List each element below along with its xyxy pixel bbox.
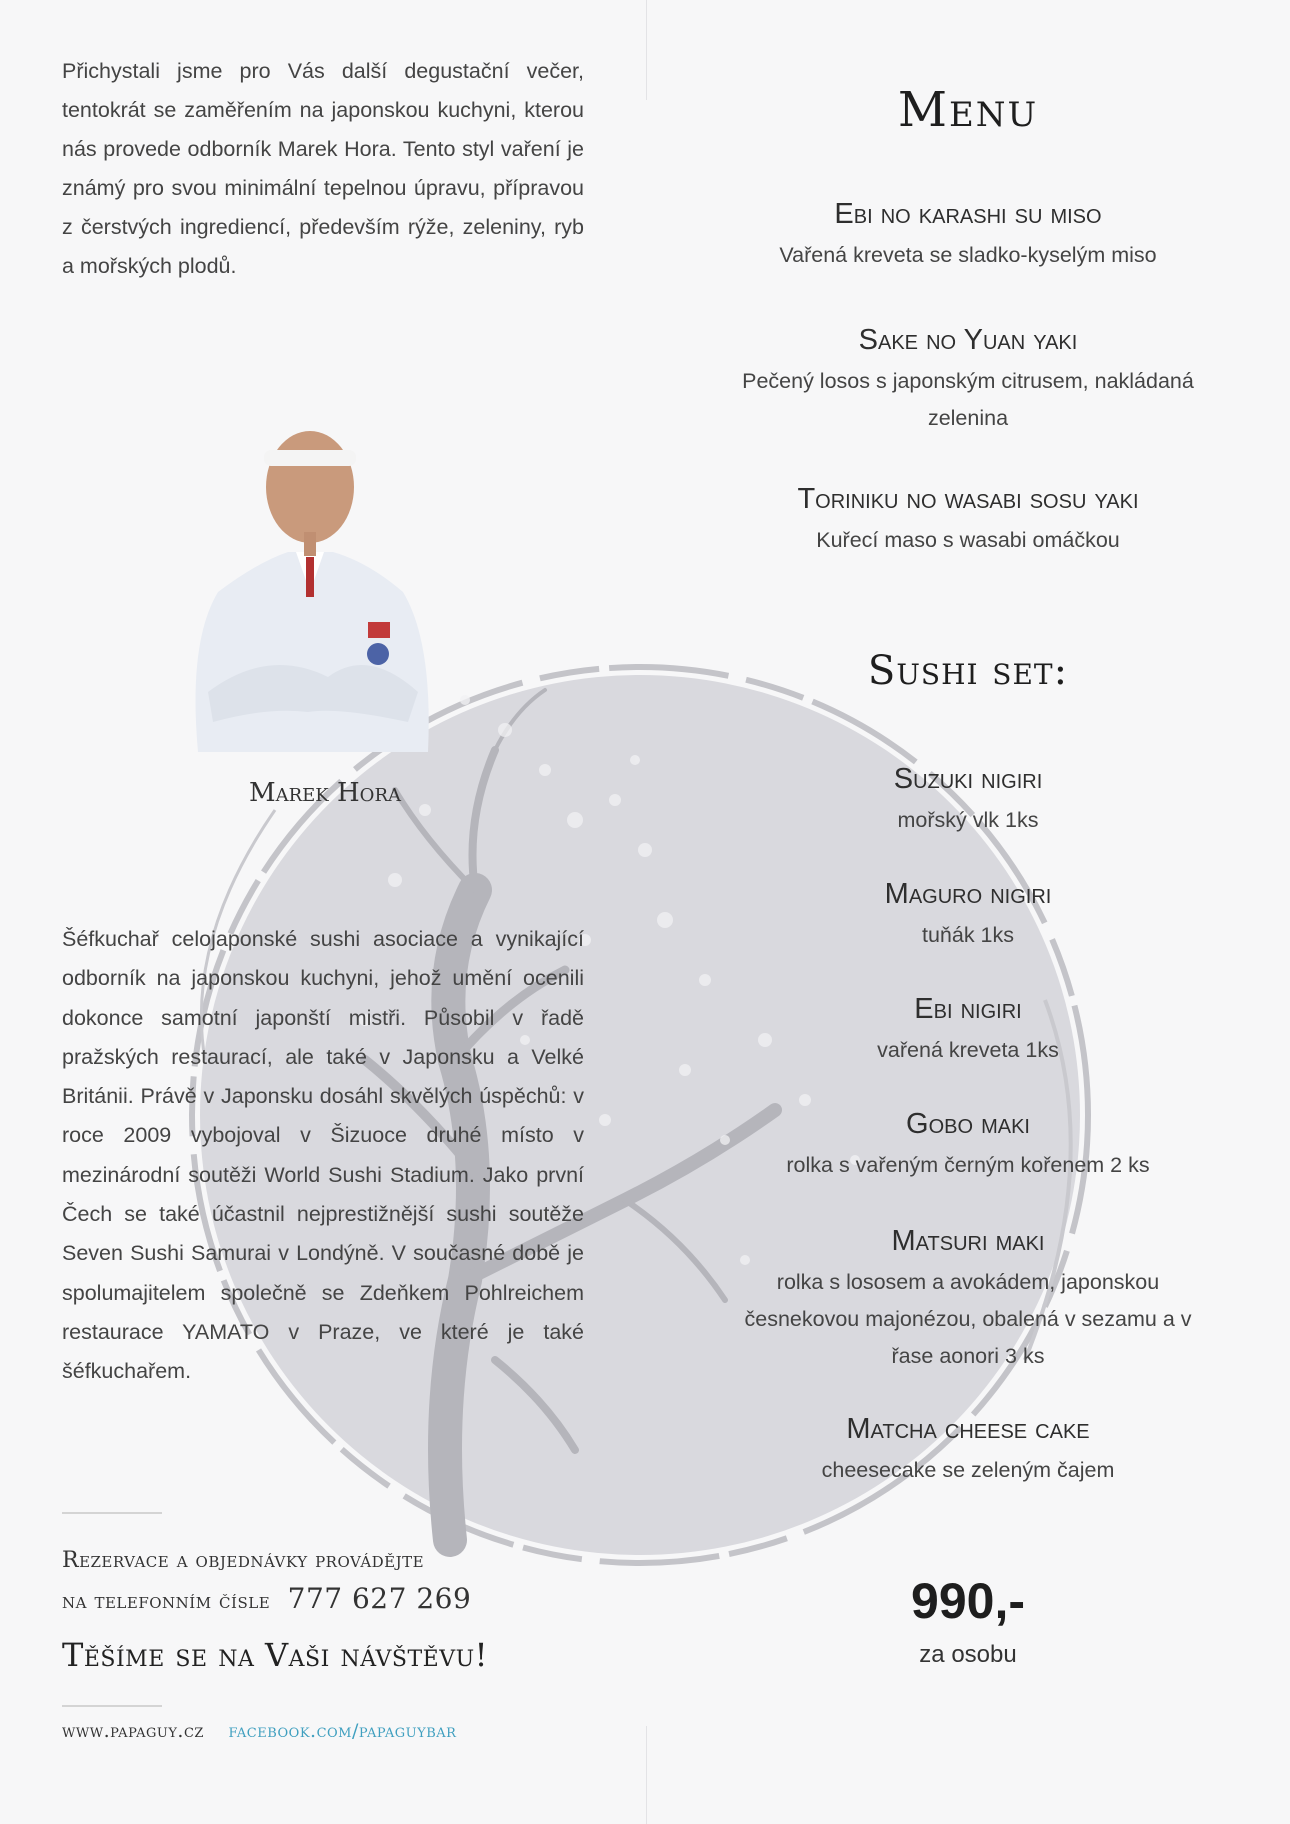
bottom-divider-line xyxy=(646,1726,647,1824)
top-divider-line xyxy=(646,0,647,100)
price-amount: 990,- xyxy=(911,1573,1025,1629)
facebook-link[interactable]: facebook.com/papaguybar xyxy=(228,1720,457,1742)
short-rule-bottom xyxy=(62,1705,162,1707)
sushi-item xyxy=(700,878,1236,954)
sushi-item-desc: rolka s lososem a avokádem, japonskou česnekovou majonézou, obalená v sezamu a v řase aonori 3 ks xyxy=(744,1270,1192,1368)
sushi-item-name: Maguro nigiri xyxy=(884,878,1052,910)
reservation-line1: Rezervace a objednávky provádějte xyxy=(62,1548,425,1573)
sushi-item-name: Gobo maki xyxy=(906,1108,1030,1140)
website-link[interactable]: www.papaguy.cz xyxy=(62,1720,204,1742)
reservation-phone[interactable]: 777 627 269 xyxy=(287,1582,472,1615)
reservation-phone-label: na telefonním čísle xyxy=(62,1589,271,1614)
sushi-item-name: Ebi nigiri xyxy=(914,993,1022,1025)
price-unit: za osobu xyxy=(919,1641,1017,1668)
sushi-item-name: Suzuki nigiri xyxy=(893,763,1043,795)
reservation-info xyxy=(62,1542,471,1621)
sushi-item xyxy=(700,993,1236,1069)
menu-item-desc: Vařená kreveta se sladko-kyselým miso xyxy=(779,243,1157,267)
menu-item-name: Ebi no karashi su miso xyxy=(834,198,1102,230)
sushi-item-name: Matsuri maki xyxy=(891,1225,1045,1257)
sushi-item-desc: rolka s vařeným černým kořenem 2 ks xyxy=(786,1153,1150,1177)
sushi-item-desc: tuňák 1ks xyxy=(921,923,1015,947)
sushi-item-name: Matcha cheese cake xyxy=(846,1413,1090,1445)
menu-item-desc: Kuřecí maso s wasabi omáčkou xyxy=(816,528,1120,552)
menu-item xyxy=(700,198,1236,274)
chef-photo xyxy=(178,392,442,752)
sushi-item xyxy=(740,1225,1196,1375)
chef-name: Marek Hora xyxy=(248,778,401,808)
short-rule-top xyxy=(62,1512,162,1514)
sushi-item-desc: mořský vlk 1ks xyxy=(897,808,1039,832)
intro-paragraph: Přichystali jsme pro Vás další degustační večer, tentokrát se zaměřením na japonskou kuchyni, kterou nás provede odborník Marek Hora. Tento styl vaření je známý pro svou minimální tepelnou úpravu, přípravou z čerstvých ingrediencí, především rýže, zeleniny, ryb a mořských plodů. xyxy=(62,59,584,278)
menu-title: Menu xyxy=(897,82,1039,138)
sushi-set-title: Sushi set: xyxy=(867,648,1069,694)
sushi-item-desc: cheesecake se zeleným čajem xyxy=(821,1458,1115,1482)
sushi-item xyxy=(700,763,1236,839)
menu-item-name: Sake no Yuan yaki xyxy=(858,324,1078,356)
sushi-item-desc: vařená kreveta 1ks xyxy=(877,1038,1059,1062)
footer-links xyxy=(62,1720,456,1742)
closing-greeting: Těšíme se na Vaši návštěvu! xyxy=(62,1636,488,1674)
menu-item-desc: Pečený losos s japonským citrusem, nakládaná zelenina xyxy=(742,369,1194,430)
reservation-line2 xyxy=(62,1580,471,1621)
menu-item-name: Toriniku no wasabi sosu yaki xyxy=(797,483,1139,515)
menu-item xyxy=(700,324,1236,437)
sushi-item xyxy=(700,1108,1236,1184)
menu-item xyxy=(700,483,1236,559)
sushi-item xyxy=(700,1413,1236,1489)
chef-bio: Šéfkuchař celojaponské sushi asociace a vynikající odborník na japonskou kuchyni, jehož umění ocenili dokonce samotní japonští mistři. Působil v řadě pražských restaurací, ale také v Japonsku a Velké Británii. Právě v Japonsku dosáhl skvělých úspěchů: v roce 2009 vybojoval v Šizuoce druhé místo v mezinárodní soutěži World Sushi Stadium. Jako první Čech se také účastnil nejprestižnější sushi soutěže Seven Sushi Samurai v Londýně. V současné době je spolumajitelem společně se Zdeňkem Pohlreichem restaurace YAMATO v Praze, ve které je také šéfkuchařem. xyxy=(62,927,584,1384)
